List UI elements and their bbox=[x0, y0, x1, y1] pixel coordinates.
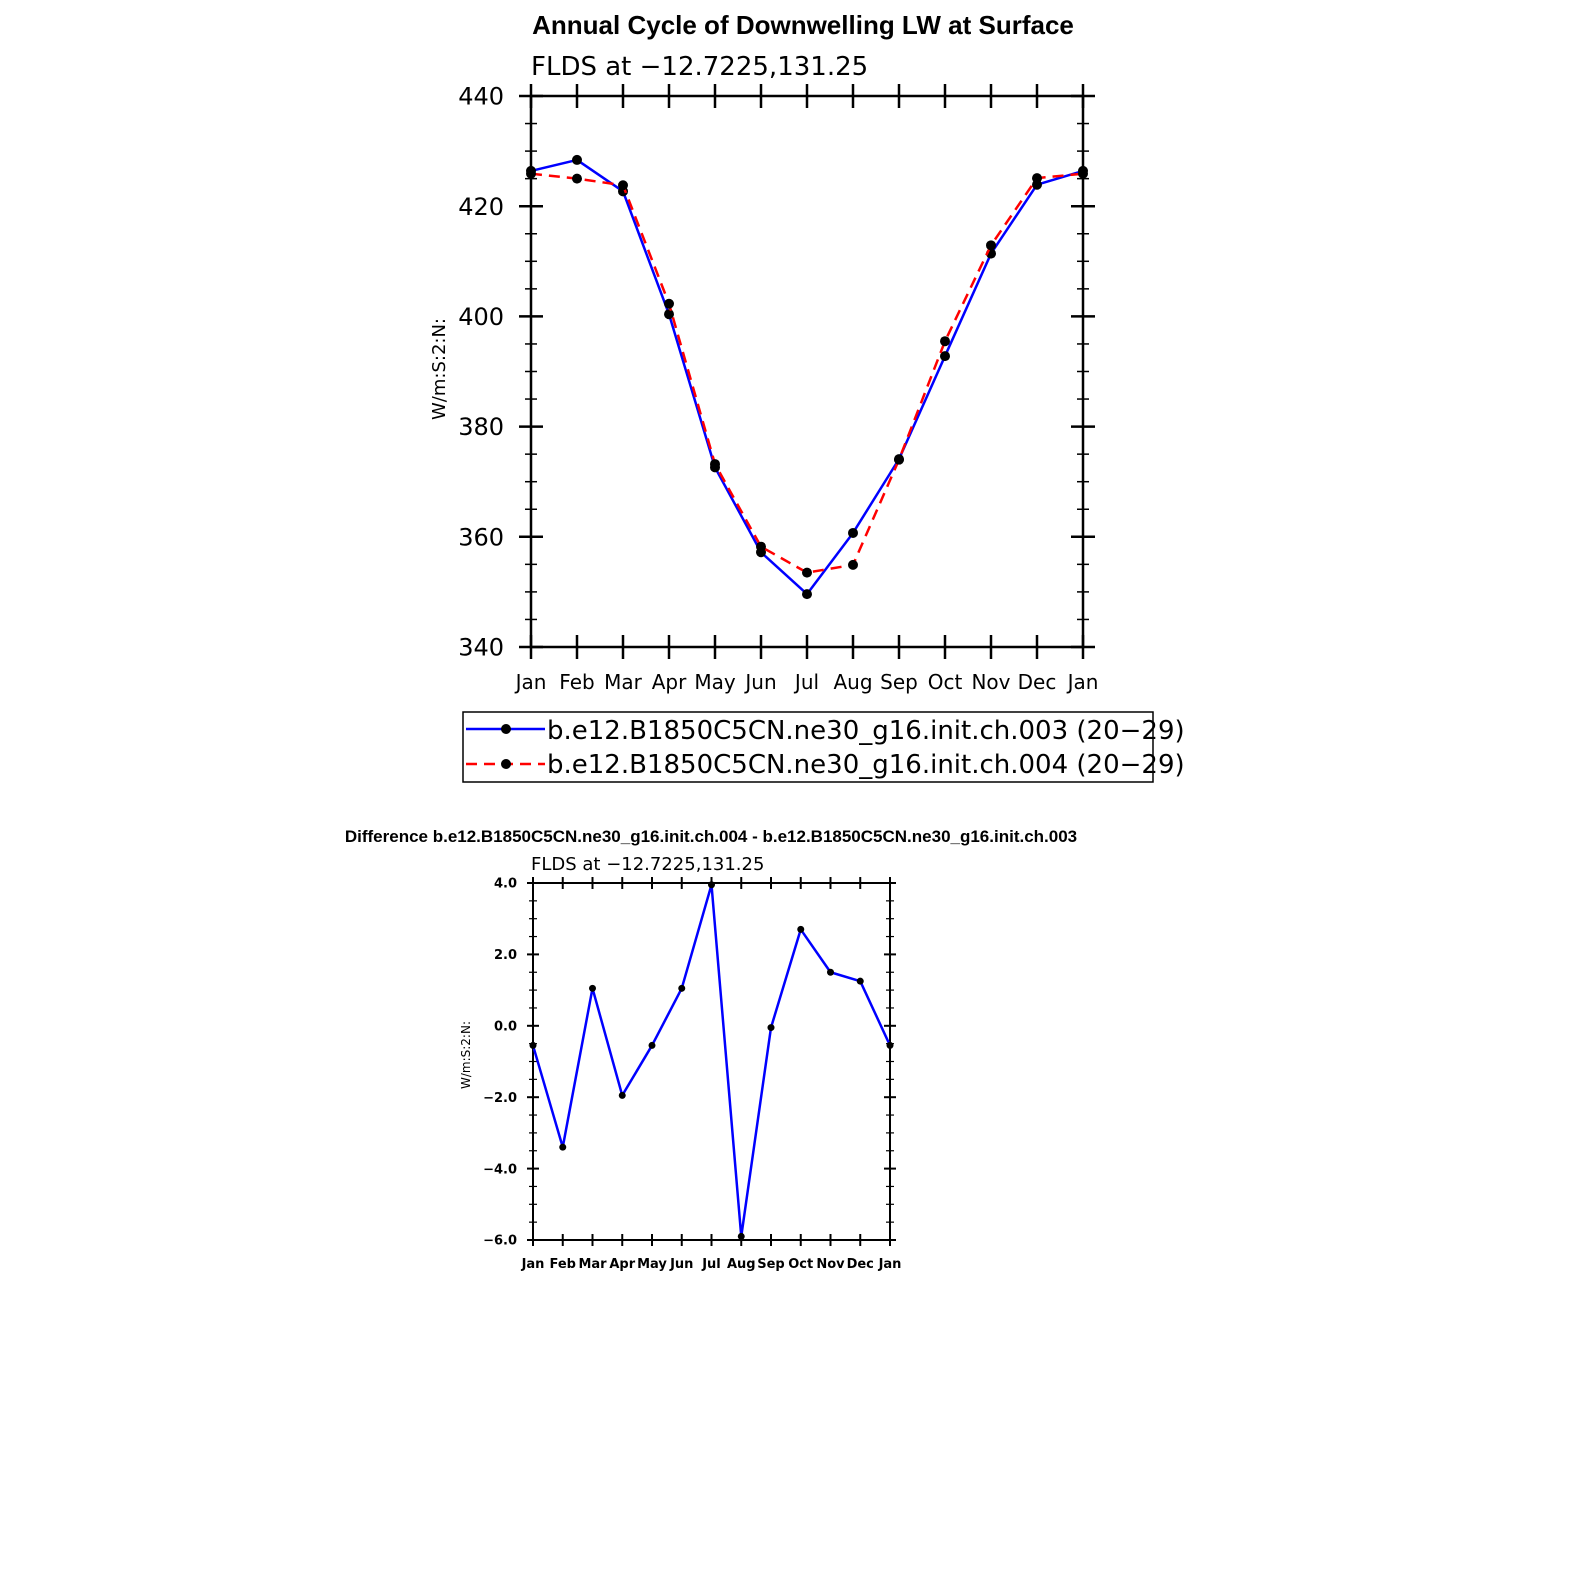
series-2-point bbox=[1078, 169, 1088, 179]
diff-chart-subtitle: FLDS at −12.7225,131.25 bbox=[531, 854, 765, 875]
series-2-point bbox=[940, 336, 950, 346]
legend bbox=[463, 712, 1185, 782]
annual-cycle-chart bbox=[429, 10, 1185, 782]
series-1-point bbox=[797, 926, 804, 933]
legend-label-series-1: b.e12.B1850C5CN.ne30_g16.init.ch.003 (20−29) bbox=[547, 716, 1185, 746]
series-2-point bbox=[1032, 173, 1042, 183]
series-2-point bbox=[664, 299, 674, 309]
series-1-point bbox=[848, 528, 858, 538]
series-1-point bbox=[589, 985, 596, 992]
series-1-point bbox=[572, 155, 582, 165]
x-tick-label: Jan bbox=[878, 1257, 902, 1272]
plot-frame bbox=[533, 883, 890, 1240]
y-tick-label: 340 bbox=[458, 633, 504, 662]
series-line-1 bbox=[531, 160, 1083, 594]
y-tick-label: −2.0 bbox=[483, 1090, 517, 1106]
series-2-point bbox=[802, 568, 812, 578]
y-axis-label: W/m:S:2:N: bbox=[429, 318, 450, 420]
series-2-point bbox=[618, 180, 628, 190]
series-1-point bbox=[530, 1042, 537, 1049]
x-tick-label: Apr bbox=[651, 670, 687, 694]
legend-label-series-2: b.e12.B1850C5CN.ne30_g16.init.ch.004 (20−29) bbox=[547, 750, 1185, 780]
x-tick-label: Jul bbox=[702, 1257, 721, 1272]
diff-y-axis-label: W/m:S:2:N: bbox=[459, 1021, 473, 1089]
x-tick-label: Mar bbox=[578, 1257, 607, 1272]
series-2-point bbox=[526, 169, 536, 179]
x-tick-label: Jan bbox=[521, 1257, 545, 1272]
y-tick-label: 4.0 bbox=[493, 876, 517, 892]
x-tick-label: Feb bbox=[559, 670, 595, 694]
plot-frame bbox=[531, 96, 1083, 647]
series-1-point bbox=[708, 881, 715, 888]
x-tick-label: Oct bbox=[788, 1257, 814, 1272]
diff-plot-area bbox=[483, 877, 901, 1272]
chart-subtitle: FLDS at −12.7225,131.25 bbox=[531, 52, 869, 82]
x-tick-label: Jun bbox=[670, 1257, 694, 1272]
series-1-point bbox=[738, 1233, 745, 1240]
x-tick-label: Nov bbox=[816, 1257, 845, 1272]
x-tick-label: May bbox=[694, 670, 736, 694]
diff-chart-title: Difference b.e12.B1850C5CN.ne30_g16.init.ch.004 - b.e12.B1850C5CN.ne30_g16.init.ch.003 bbox=[344, 827, 1078, 846]
difference-chart bbox=[345, 827, 1077, 1272]
x-tick-label: Dec bbox=[1017, 670, 1057, 694]
y-tick-label: 420 bbox=[458, 192, 504, 221]
x-tick-label: Feb bbox=[549, 1257, 576, 1272]
series-1-point bbox=[559, 1144, 566, 1151]
y-tick-label: −6.0 bbox=[483, 1233, 517, 1249]
series-2-point bbox=[986, 240, 996, 250]
series-line-1 bbox=[533, 885, 890, 1237]
x-tick-label: Oct bbox=[927, 670, 963, 694]
series-1-point bbox=[649, 1042, 656, 1049]
x-tick-label: Dec bbox=[846, 1257, 874, 1272]
series-1-point bbox=[887, 1042, 894, 1049]
series-2-point bbox=[710, 459, 720, 469]
y-tick-label: 360 bbox=[458, 523, 504, 552]
legend-marker-series-1 bbox=[501, 724, 511, 734]
series-2-point bbox=[848, 560, 858, 570]
x-tick-label: Jan bbox=[515, 670, 547, 694]
series-1-point bbox=[857, 978, 864, 985]
series-2-point bbox=[572, 174, 582, 184]
series-1-point bbox=[619, 1092, 626, 1099]
x-tick-label: Jul bbox=[794, 670, 820, 694]
chart-title: Annual Cycle of Downwelling LW at Surface bbox=[532, 10, 1074, 40]
series-2-point bbox=[756, 542, 766, 552]
series-line-2 bbox=[531, 174, 1083, 573]
x-tick-label: May bbox=[637, 1257, 667, 1272]
x-tick-label: Sep bbox=[880, 670, 918, 694]
x-tick-label: Nov bbox=[971, 670, 1011, 694]
series-1-point bbox=[678, 985, 685, 992]
series-1-point bbox=[802, 589, 812, 599]
plot-area bbox=[458, 83, 1098, 694]
y-tick-label: 440 bbox=[458, 82, 504, 111]
y-tick-label: 0.0 bbox=[493, 1019, 517, 1035]
x-tick-label: Aug bbox=[726, 1257, 756, 1272]
x-tick-label: Apr bbox=[609, 1257, 636, 1272]
series-1-point bbox=[827, 969, 834, 976]
y-tick-label: 2.0 bbox=[493, 948, 517, 964]
x-tick-label: Mar bbox=[604, 670, 642, 694]
x-tick-label: Jan bbox=[1067, 670, 1099, 694]
y-tick-label: −4.0 bbox=[483, 1162, 517, 1178]
series-1-point bbox=[768, 1024, 775, 1031]
legend-marker-series-2 bbox=[501, 759, 511, 769]
y-tick-label: 380 bbox=[458, 413, 504, 442]
x-tick-label: Jun bbox=[745, 670, 777, 694]
y-tick-label: 400 bbox=[458, 303, 504, 332]
x-tick-label: Sep bbox=[757, 1257, 785, 1272]
x-tick-label: Aug bbox=[833, 670, 873, 694]
series-2-point bbox=[894, 455, 904, 465]
